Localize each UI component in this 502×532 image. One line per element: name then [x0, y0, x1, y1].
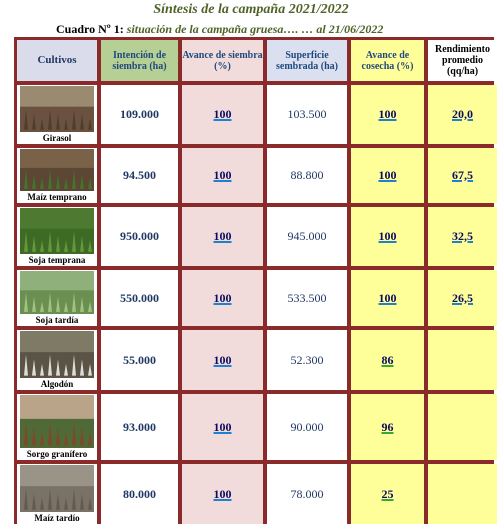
header-sown-area: Superficie sembrada (ha): [267, 40, 347, 81]
crop-cell: [17, 85, 97, 144]
sowing-intention-value: 109.000: [120, 107, 159, 121]
sowing-intention-cell: [101, 330, 178, 390]
crop-name: Soja temprana: [28, 255, 86, 265]
sowing-progress-value[interactable]: 100: [213, 419, 232, 434]
header-average-yield: Rendimiento promedio (qq/ha): [428, 40, 497, 81]
sowing-intention-cell: [101, 270, 178, 326]
header-sowing-progress: Avance de siembra (%): [182, 40, 263, 81]
crop-name: Girasol: [42, 133, 72, 143]
average-yield-cell: [428, 148, 497, 203]
sowing-progress-cell: [182, 85, 263, 144]
sowing-intention-cell: [101, 148, 178, 203]
sowing-progress-value[interactable]: 100: [213, 290, 232, 305]
average-yield-value[interactable]: 32,5: [452, 229, 473, 243]
average-yield-cell: [428, 330, 497, 390]
harvest-progress-value[interactable]: 96: [381, 419, 394, 434]
sown-area-value: 52.300: [290, 352, 324, 367]
crop-photo: [20, 465, 94, 512]
sowing-progress-cell: [182, 148, 263, 203]
header-crops: Cultivos: [17, 40, 97, 81]
harvest-progress-value[interactable]: 100: [378, 107, 397, 121]
sowing-progress-value[interactable]: 100: [213, 168, 232, 182]
harvest-progress-cell: [351, 464, 424, 524]
sowing-progress-value[interactable]: 100: [213, 229, 232, 243]
sown-area-value: 945.000: [287, 229, 327, 243]
sown-area-cell: [267, 85, 347, 144]
crop-photo: [20, 271, 94, 314]
table-caption: [56, 22, 383, 37]
sowing-intention-cell: [101, 394, 178, 460]
average-yield-cell: [428, 207, 497, 266]
sowing-progress-cell: [182, 270, 263, 326]
harvest-progress-cell: [351, 148, 424, 203]
page-title: Síntesis de la campaña 2021/2022: [153, 2, 349, 17]
table-caption-label: Cuadro Nº 1:: [56, 22, 124, 36]
crop-cell: [17, 270, 97, 326]
harvest-progress-cell: [351, 330, 424, 390]
average-yield-cell: [428, 85, 497, 144]
sowing-intention-cell: [101, 207, 178, 266]
sowing-intention-value: 94.500: [123, 168, 156, 182]
harvest-progress-value[interactable]: 25: [381, 486, 394, 501]
crop-cell: [17, 394, 97, 460]
sowing-progress-cell: [182, 207, 263, 266]
campaign-summary-table: [14, 37, 494, 524]
sown-area-cell: [267, 394, 347, 460]
crop-cell: [17, 207, 97, 266]
sowing-progress-cell: [182, 394, 263, 460]
header-harvest-progress: Avance de cosecha (%): [351, 40, 424, 81]
crop-name: Soja tardía: [35, 315, 79, 325]
harvest-progress-cell: [351, 85, 424, 144]
average-yield-cell: [428, 394, 497, 460]
average-yield-value[interactable]: 20,0: [452, 107, 473, 121]
sown-area-value: 103.500: [287, 107, 327, 121]
sowing-progress-value[interactable]: 100: [213, 107, 232, 121]
sowing-progress-value[interactable]: 100: [213, 352, 232, 367]
sown-area-value: 78.000: [290, 486, 324, 501]
crop-cell: [17, 148, 97, 203]
harvest-progress-value[interactable]: 86: [381, 352, 394, 367]
crop-photo: [20, 149, 94, 191]
sowing-progress-cell: [182, 464, 263, 524]
crop-name: Maíz temprano: [27, 192, 87, 202]
sowing-intention-value: 950.000: [120, 229, 159, 243]
crop-cell: [17, 464, 97, 524]
harvest-progress-cell: [351, 394, 424, 460]
sown-area-value: 90.000: [290, 419, 324, 434]
harvest-progress-value[interactable]: 100: [378, 229, 397, 243]
sowing-intention-value: 55.000: [123, 352, 156, 367]
sowing-intention-value: 550.000: [120, 290, 159, 305]
crop-photo: [20, 86, 94, 132]
sowing-intention-value: 93.000: [123, 419, 156, 434]
crop-name: Maíz tardío: [34, 513, 80, 523]
sowing-progress-value[interactable]: 100: [213, 486, 232, 501]
crop-name: Algodón: [40, 379, 74, 389]
crop-name: Sorgo granífero: [26, 449, 88, 459]
sowing-intention-cell: [101, 85, 178, 144]
average-yield-cell: [428, 464, 497, 524]
header-sowing-intention: Intención de siembra (ha): [101, 40, 178, 81]
crop-photo: [20, 208, 94, 254]
sown-area-cell: [267, 270, 347, 326]
sown-area-cell: [267, 330, 347, 390]
sowing-progress-cell: [182, 330, 263, 390]
sown-area-value: 533.500: [287, 290, 327, 305]
average-yield-value[interactable]: 26,5: [452, 290, 473, 305]
sowing-intention-value: 80.000: [123, 486, 156, 501]
harvest-progress-cell: [351, 207, 424, 266]
harvest-progress-value[interactable]: 100: [378, 168, 397, 182]
sown-area-cell: [267, 207, 347, 266]
harvest-progress-value[interactable]: 100: [378, 290, 397, 305]
sowing-intention-cell: [101, 464, 178, 524]
sown-area-cell: [267, 148, 347, 203]
crop-photo: [20, 331, 94, 378]
harvest-progress-cell: [351, 270, 424, 326]
sown-area-cell: [267, 464, 347, 524]
average-yield-cell: [428, 270, 497, 326]
sown-area-value: 88.800: [290, 168, 324, 182]
crop-photo: [20, 395, 94, 448]
table-caption-text: situación de la campaña gruesa…. … al 21/06/2022: [126, 22, 384, 36]
average-yield-value[interactable]: 67,5: [452, 168, 473, 182]
crop-cell: [17, 330, 97, 390]
